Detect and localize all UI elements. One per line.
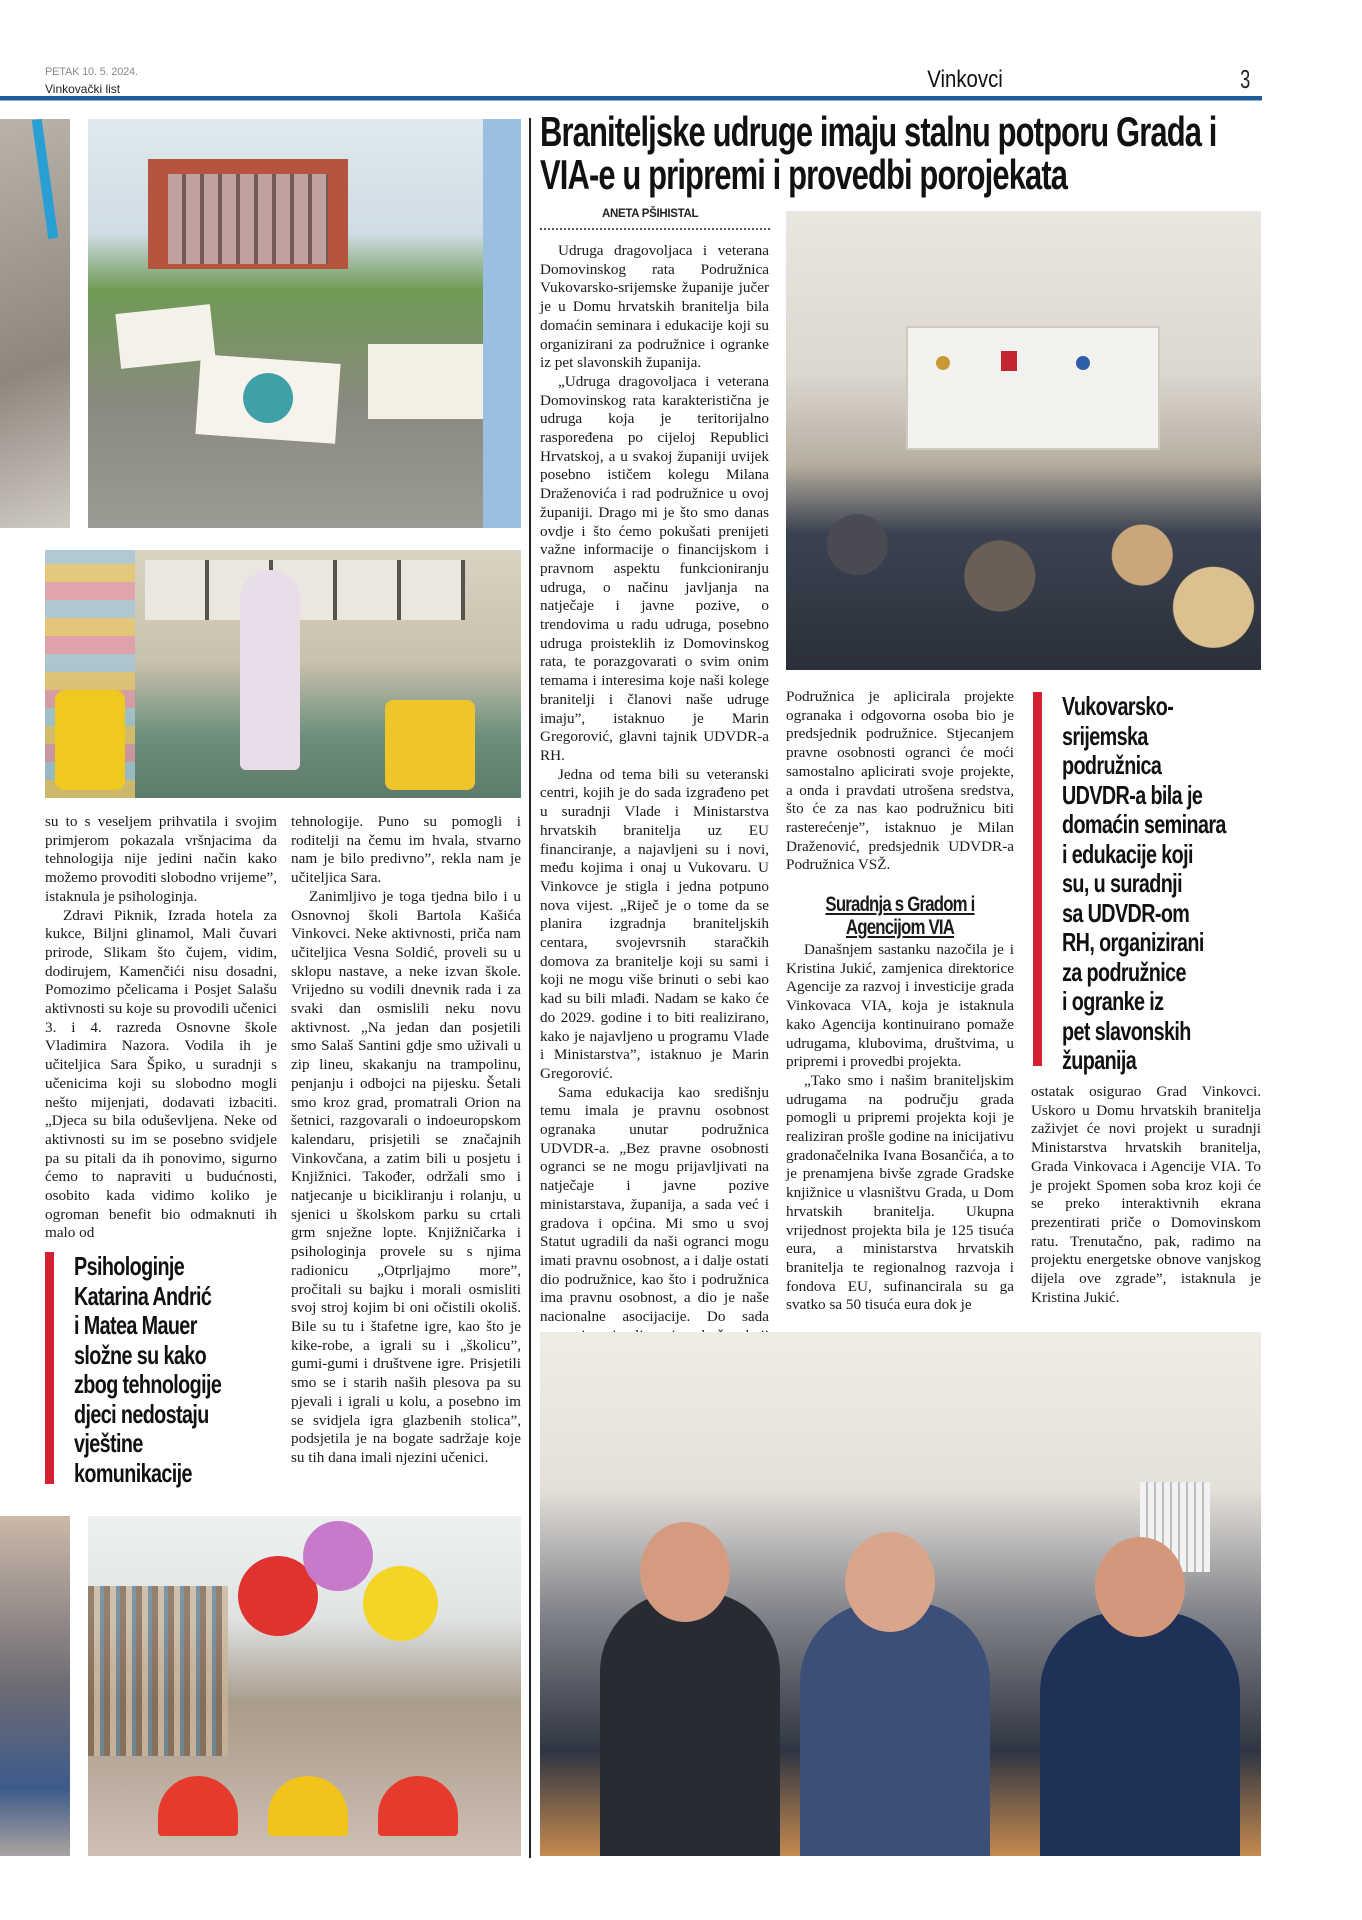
main-pull-quote bbox=[1033, 691, 1362, 1075]
paragraph: Udruga dragovoljaca i veterana Domovinskog rata Podružnica Vukovarsko-srijemske županije jučer je u Domu hrvatskih branitelja bila domaćin seminara i edukacije koji su organizirani za podružnice i ogranke iz pet slavonskih županija. bbox=[540, 242, 769, 372]
paragraph: Jedna od tema bili su veteranski centri, kojih je do sada izgrađeno pet u suradnji Vlade i Ministarstva hrvatskih branitelja uz EU financiranje, a najavljeni su i novi, među kojima i onaj u Vukovaru. U Vinkovce je stigla i jedna potpuno nova vijest. „Riječ je o tome da se planira izgradnja braniteljskih centara, svojevrsnih staračkih domova za branitelje koji su sami i koji ne mogu više brinuti o sebi kao kad su bili mlađi. Nadam se kako će do 2029. godine i to biti realizirano, kako je najavljeno u programu Vlade i Ministarstva”, istaknuo je Marin Gregorović. bbox=[540, 765, 769, 1082]
pull-quote-text: Vukovarsko- srijemska podružnica UDVDR-a bila je domaćin seminara i edukacije koji su, u suradnji sa UDVDR-om RH, organizirani za podružnice i ogranke iz pet slavonskih županija bbox=[1062, 691, 1226, 1075]
paragraph: tehnologije. Puno su pomogli i roditelji na čemu im hvala, stvarno nam je bilo predivno”, rekla nam je učiteljica Sara. bbox=[291, 813, 521, 887]
header-rule bbox=[0, 96, 1262, 101]
paragraph: „Tako smo i našim braniteljskim udrugama na području grada pomogli u pripremi projekta koji je realiziran prošle godine na inicijativu gradonačelnika Ivana Bosančića, a to je prenamjena bivše zgrade Gradske knjižnice u vlasništvu Grada, u Dom hrvatskih branitelja. Ukupna vrijednost projekta bila je 125 tisuća eura, a ministarstva hrvatskih branitelja te regionalnog razvoja i fondova EU, sufinancirala su ga svatko sa 50 tisuća eura dok je bbox=[786, 1071, 1014, 1314]
paragraph: Zanimljivo je toga tjedna bilo i u Osnovnoj školi Bartola Kašića Vinkovci. Neke aktivnosti, priča nam učiteljica Vesna Soldić, proveli su u sklopu nastave, a neke izvan škole. Vrijedno su vodili dnevnik rada i za svaki dan osmislili neku novu aktivnost. „Na jedan dan posjetili smo Salaš Santini gdje smo uživali u zip lineu, skakanju na trampolinu, penjanju i odbojci na pijesku. Šetali smo kroz grad, promatrali Orion na šetnici, razgovarali o indoeuropskom kalendaru, prisjetili se značajnih Vinkovčana, a zatim bili u posjetu i Knjižnici. Također, održali smo i natjecanje u bicikliranju i rolanju, u sjenici u školskom parku su crtali grm snježne lopte. Knjižničarka i psihologinja provele su s njima radionicu „Otprljajmo more”, pročitali su bajku i morali osmisliti svoj stroj kojim bi oni očistili okoliš. Bile su tu i štafetne igre, kao što je kike-robe, a igrali su i „školicu”, gumi-gumi i društvene igre. Prisjetili smo se i starih naših plesova pa su pjevali i igrali u kolu, a posebno im se svidjela igra glazbenih stolica”, podsjetila je na bogate sadržaje koje su tih dana imali njezini učenici. bbox=[291, 887, 521, 1466]
paragraph: „Udruga dragovoljaca i veterana Domovinskog rata karakteristična je udruga koja je teritorijalno raspoređena po cijeloj Republici Hrvatskoj, a u svakoj županiji uvijek posebno ističem kolegu Milana Draženovića i rad podružnice u ovoj županiji. Drago mi je što smo danas ovdje i što ćemo pokušati prenijeti važne informacije o financijskom i pravnom aspektu funkcioniranju udruga, o načinu javljanja na natječaje i javne pozive, o trendovima u radu udruga, posebno udruga proisteklih iz Domovinskog rata, te porazgovarati o svim onim temama i interesima koje naši kolege branitelji i članovi naše udruge imaju”, istaknuo je Marin Gregorović, glavni tajnik UDVDR-a RH. bbox=[540, 372, 769, 764]
paragraph: ostatak osigurao Grad Vinkovci. Uskoro u Domu hrvatskih branitelja zaživjet će novi projekt u suradnji Ministarstva hrvatskih branitelja, Grada Vinkovaca i Agencije VIA. To je projekt Spomen soba kroz koji će se preko interaktivnih ekrana prezentirati priče o Domovinskom ratu. Trenutačno, pak, radimo na projektu energetske obnove vanjskog dijela ove zgrade”, istaknula je Kristina Jukić. bbox=[1031, 1083, 1261, 1306]
paragraph: Današnjem sastanku nazočila je i Kristina Jukić, zamjenica direktorice Agencije za razvoj i investicije grada Vinkovaca VIA, koja je istaknula kako Agencija kontinuirano pomaže udrugama, klubovima, društvima, u pripremi i provedbi projekta. bbox=[786, 941, 1014, 1071]
paragraph: Podružnica je aplicirala projekte ogranaka i odgovorna osoba bio je predsjednik podružnice. Stjecanjem pravne osobnosti ogranci će moći samostalno aplicirati svoje projekte, a onda i pravdati utrošena sredstva, što će za nas kao podružnicu biti rasterećenje”, istaknuo je Milan Draženović, predsjednik UDVDR-a Podružnica VSŽ. bbox=[786, 688, 1014, 874]
main-story-column-3 bbox=[1031, 1083, 1261, 1313]
photo-classroom-hopscotch bbox=[45, 550, 521, 798]
pull-quote-text: Psihologinje Katarina Andrić i Matea Mauer složne su kako zbog tehnologije djeci nedostaju vještine komunikacije bbox=[74, 1251, 222, 1488]
subheading: Suradnja s Gradom i Agencijom VIA bbox=[825, 893, 975, 940]
paragraph: Sama edukacija kao središnju temu imala je pravnu osobnost ogranaka unutar podružnica UDVDR-a. „Bez pravne osobnosti ogranci se ne mogu prijavljivati na natječaje i javne pozive ministarstava, županija, a sada već i gradova i općina. Mi smo u svoj Statut ugradili da naši ogranci mogu imati pravnu osobnost, a i dalje ostati dio podružnice, kao što i podružnica ima pravnu osobnost, a dio je naše nacionalne asocijacije. Do sada bbox=[540, 1083, 769, 1326]
photo-crayons-strip bbox=[0, 119, 70, 528]
main-story-column-2 bbox=[786, 688, 1014, 1312]
main-story-column-1 bbox=[540, 242, 769, 1326]
left-story-column-1 bbox=[45, 813, 277, 1242]
photo-children-library-flowers bbox=[88, 1516, 521, 1856]
column-divider bbox=[529, 118, 531, 1858]
byline: ANETA PŠIHISTAL bbox=[602, 208, 699, 220]
paragraph: su to s veseljem prihvatila i svojim primjerom pokazala vršnjacima da tehnologija nije jedini način kako možemo provoditi slobodno vrijeme”, istaknula je psihologinja. bbox=[45, 813, 277, 905]
issue-date: PETAK 10. 5. 2024. bbox=[45, 66, 138, 78]
byline-dotted-rule bbox=[540, 228, 770, 230]
page-number: 3 bbox=[1240, 64, 1251, 94]
publication-name: Vinkovački list bbox=[45, 82, 121, 96]
photo-children-nature-signs bbox=[88, 119, 521, 528]
section-title: Vinkovci bbox=[927, 66, 1003, 93]
photo-seminar-audience bbox=[540, 1332, 1261, 1856]
left-pull-quote bbox=[45, 1251, 374, 1488]
photo-girl-strip bbox=[0, 1516, 70, 1856]
paragraph: Zdravi Piknik, Izrada hotela za kukce, Biljni glinamol, Mali čuvari prirode, Slikam što čujem, vidim, dodirujem, Kamenčići nisu dosadni, Pomozimo pčelicama i Posjet Salašu aktivnosti su koje su provodili učenici 3. i 4. razreda Osnovne škole Vladimira Nazora. Vodila ih je učiteljica Sara Špiko, u suradnji s učenicima koji su slobodno mogli nešto mijenjati, dodavati izbaciti. „Djeca su bila oduševljena. Neke od aktivnosti su im se posebno svidjele pa su pitali da ih ponovimo, sigurno ćemo to napraviti u budućnosti, osobito kada vidimo koliko je ogroman benefit bio odmaknuti ih malo od bbox=[45, 906, 277, 1242]
photo-seminar-hall bbox=[786, 211, 1261, 670]
main-headline: Braniteljske udruge imaju stalnu potporu Grada i VIA-e u pripremi i provedbi porojekata bbox=[540, 108, 1217, 198]
